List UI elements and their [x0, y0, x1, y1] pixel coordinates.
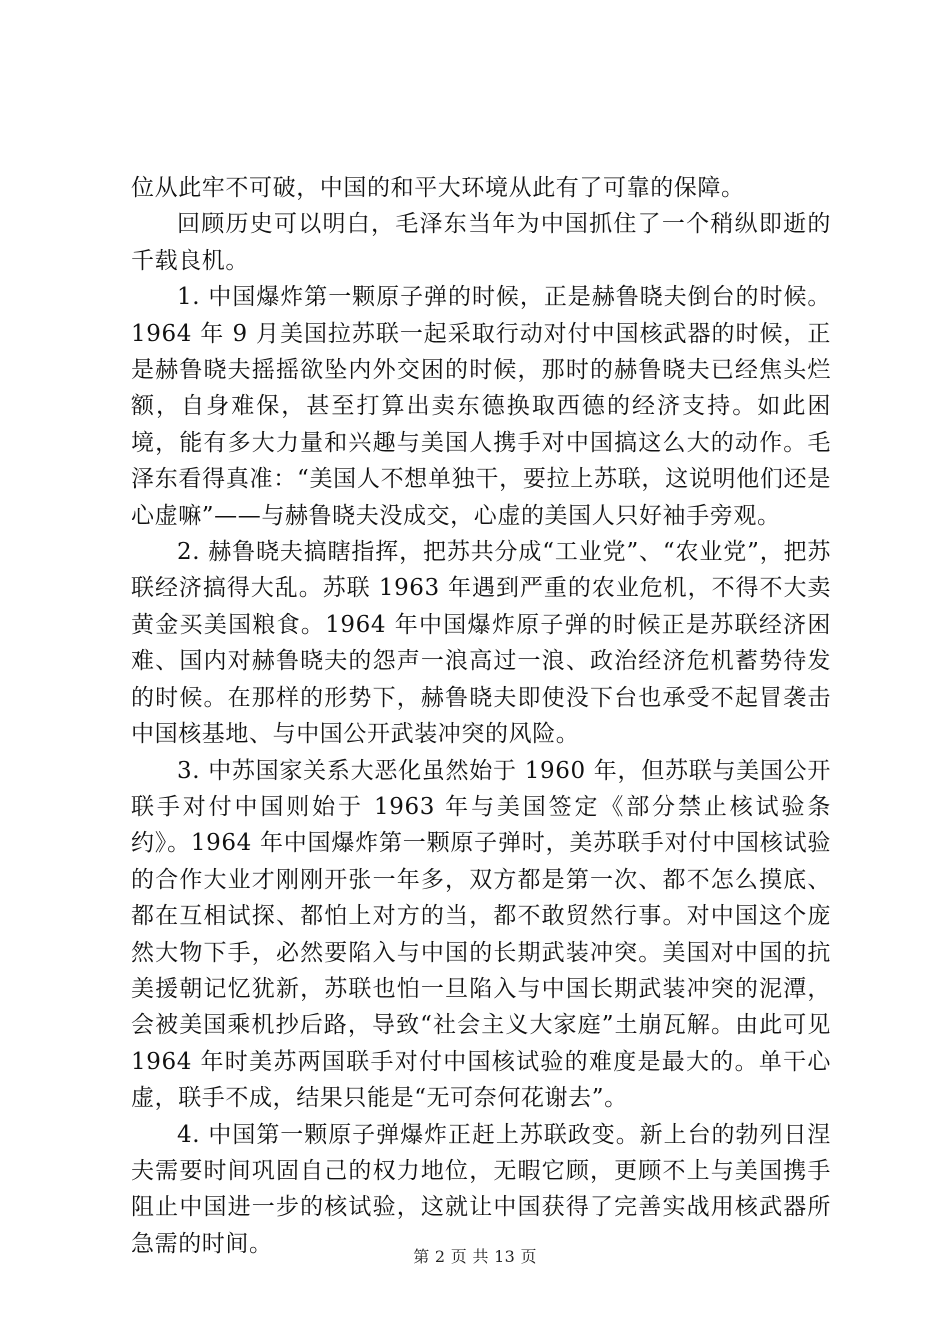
paragraph-review: 回顾历史可以明白，毛泽东当年为中国抓住了一个稍纵即逝的千载良机。	[131, 211, 831, 274]
paragraph-point-1: 1. 中国爆炸第一颗原子弹的时候，正是赫鲁晓夫倒台的时候。1964 年 9 月美国拉苏联一起采取行动对付中国核武器的时候，正是赫鲁晓夫摇摇欲坠内外交困的时候，那时的赫鲁晓夫已经焦头烂额，自身难保，甚至打算出卖东德换取西德的经济支持。如此困境，能有多大力量和兴趣与美国人携手对中国搞这么大的动作。毛泽东看得真准：“美国人不想单独干，要拉上苏联，这说明他们还是心虚嘛”——与赫鲁晓夫没成交，心虚的美国人只好袖手旁观。	[131, 284, 831, 529]
paragraph-point-2: 2. 赫鲁晓夫搞瞎指挥，把苏共分成“工业党”、“农业党”，把苏联经济搞得大乱。苏联 1963 年遇到严重的农业危机，不得不大卖黄金买美国粮食。1964 年中国爆炸原子弹的时候正是苏联经济困难、国内对赫鲁晓夫的怨声一浪高过一浪、政治经济危机蓄势待发的时候。在那样的形势下，赫鲁晓夫即使没下台也承受不起冒袭击中国核基地、与中国公开武装冲突的风险。	[131, 539, 831, 748]
paragraph-point-4: 4. 中国第一颗原子弹爆炸正赶上苏联政变。新上台的勃列日涅夫需要时间巩固自己的权力地位，无暇它顾，更顾不上与美国携手阻止中国进一步的核试验，这就让中国获得了完善实战用核武器所急需的时间。	[131, 1121, 831, 1257]
paragraph-continuation: 位从此牢不可破，中国的和平大环境从此有了可靠的保障。	[131, 175, 745, 201]
paragraph-point-3: 3. 中苏国家关系大恶化虽然始于 1960 年，但苏联与美国公开联手对付中国则始于 1963 年与美国签定《部分禁止核试验条约》。1964 年中国爆炸第一颗原子弹时，美苏联手对付中国核试验的合作大业才刚刚开张一年多，双方都是第一次、都不怎么摸底、都在互相试探、都怕上对方的当，都不敢贸然行事。对中国这个庞然大物下手，必然要陷入与中国的长期武装冲突。美国对中国的抗美援朝记忆犹新，苏联也怕一旦陷入与中国长期武装冲突的泥潭，会被美国乘机抄后路，导致“社会主义大家庭”土崩瓦解。由此可见 1964 年时美苏两国联手对付中国核试验的难度是最大的。单干心虚，联手不成，结果只能是“无可奈何花谢去”。	[131, 757, 831, 1112]
document-body	[131, 170, 831, 1262]
page-number-footer: 第 2 页 共 13 页	[413, 1247, 537, 1266]
